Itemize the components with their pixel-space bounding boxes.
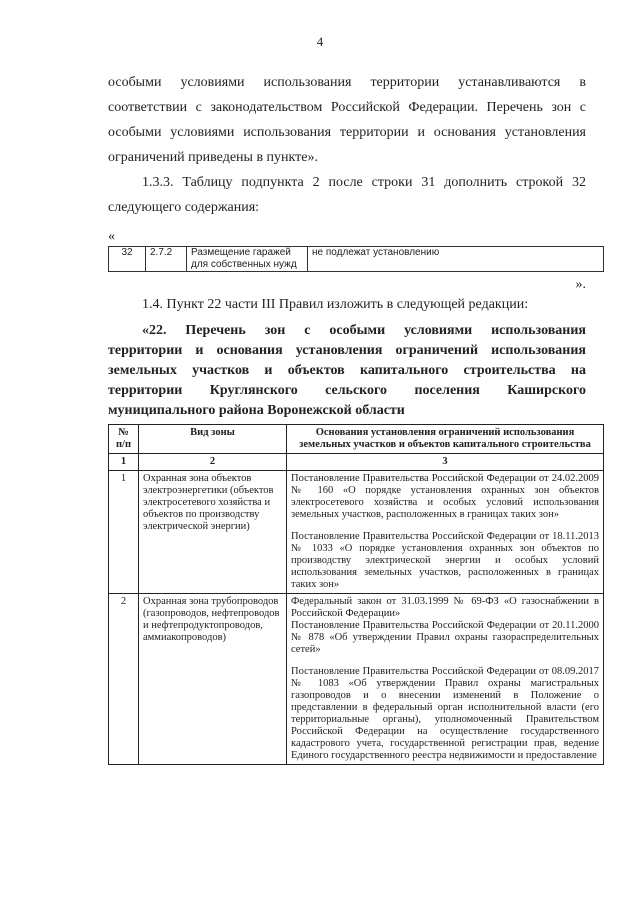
inserted-row-table: [108, 246, 604, 272]
heading-22-line4: территории Круглянского сельского поселения Каширского: [108, 383, 586, 398]
page-number: 4: [316, 34, 324, 49]
para1-line3: особыми условиями использования территории и основания установления: [108, 125, 586, 140]
row2-basis-1: Федеральный закон от 31.03.1999 № 69-ФЗ «О газоснабжении в Российской Федерации»: [291, 596, 599, 619]
row1-basis-2: Постановление Правительства Российской Федерации от 18.11.2013 № 1033 «О порядке установления охранных зон объектов по производству электрической энергии и особых условий использования земельных участков, расположенных в границах таких зон»: [291, 531, 599, 590]
row2-zone: Охранная зона трубопроводов (газопроводов, нефтепроводов и нефтепродуктопроводов, аммиакопроводов): [139, 594, 287, 765]
insert-num: 32: [109, 247, 146, 272]
table-row: [109, 594, 604, 765]
insert-name-line1: Размещение гаражей: [191, 247, 291, 258]
row2-num: 2: [109, 594, 139, 765]
insert-name: [187, 247, 308, 272]
colnum-3: 3: [287, 454, 604, 471]
row1-basis-1: Постановление Правительства Российской Федерации от 24.02.2009 № 160 «О порядке установления охранных зон объектов электросетевого хозяйства и особых условий использования земельных участков, расположенных в границах таких зон»: [291, 473, 599, 520]
row1-zone: Охранная зона объектов электроэнергетики (объектов электросетевого хозяйства и объектов по производству электрической энергии): [139, 471, 287, 594]
heading-22-line3: земельных участков и объектов капитального строительства на: [108, 363, 586, 378]
row2-basis-2: Постановление Правительства Российской Федерации от 20.11.2000 № 878 «Об утверждении Правил охраны газораспределительных сетей»: [291, 620, 599, 655]
row1-num: 1: [109, 471, 139, 594]
row2-basis: [287, 594, 604, 765]
table-row: [109, 247, 604, 272]
para1-line1: особыми условиями использования территории устанавливаются в: [108, 75, 586, 90]
close-quote: ».: [575, 277, 586, 292]
colnum-2: 2: [139, 454, 287, 471]
heading-22-line5: муниципального района Воронежской области: [108, 403, 405, 418]
insert-name-line2: для собственных нужд: [191, 259, 297, 270]
table-row: [109, 471, 604, 594]
row1-basis: [287, 471, 604, 594]
para1-line4: ограничений приведены в пункте».: [108, 150, 318, 165]
header-num: № п/п: [109, 425, 139, 454]
insert-code: 2.7.2: [146, 247, 187, 272]
item-14: 1.4. Пункт 22 части III Правил изложить в следующей редакции:: [142, 297, 529, 312]
heading-22-line1: «22. Перечень зон с особыми условиями использования: [142, 323, 586, 338]
item-133-line1: 1.3.3. Таблицу подпункта 2 после строки 31 дополнить строкой 32: [142, 175, 586, 190]
heading-22-line2: территории и основания установления ограничений использования: [108, 343, 586, 358]
header-basis: Основания установления ограничений использования земельных участков и объектов капитального строительства: [287, 425, 604, 454]
table-colnum-row: [109, 454, 604, 471]
table-header-row: [109, 425, 604, 454]
colnum-1: 1: [109, 454, 139, 471]
zones-table: [108, 424, 604, 765]
para1-line2: соответствии с законодательством Российской Федерации. Перечень зон с: [108, 100, 586, 115]
item-133-line2: следующего содержания:: [108, 200, 260, 215]
header-zone: Вид зоны: [139, 425, 287, 454]
row2-basis-3: Постановление Правительства Российской Федерации от 08.09.2017 № 1083 «Об утверждении Правил охраны магистральных газопроводов и о внесении изменений в Положение о представлении в федеральный орган исполнительной власти (его территориальные органы), уполномоченный Правительством Российской Федерации на осуществление государственного кадастрового учета, государственной регистрации прав, ведение Единого государственного реестра недвижимости и предоставление: [291, 666, 599, 761]
open-quote: «: [108, 229, 115, 244]
insert-value: не подлежат установлению: [308, 247, 604, 272]
